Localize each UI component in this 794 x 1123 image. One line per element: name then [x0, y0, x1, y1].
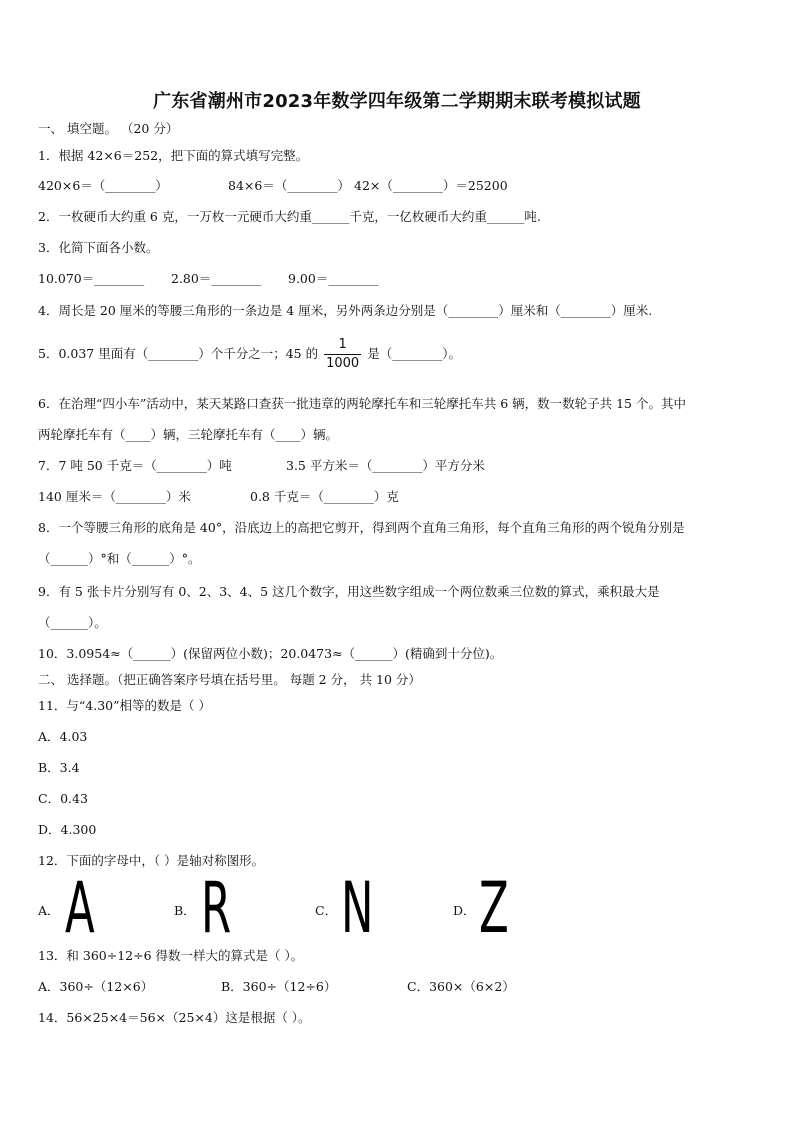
q12-label-a: A．	[38, 903, 60, 918]
q13-option-b: B．360÷（12÷6）	[221, 979, 337, 994]
q1-items	[38, 178, 758, 194]
q11-stem: 11．与“4.30”相等的数是（ ）	[38, 698, 211, 713]
q13-option-a: A．360÷（12×6）	[38, 979, 154, 994]
q12-stem: 12．下面的字母中，（ ）是轴对称图形。	[38, 853, 265, 868]
q14-stem: 14．56×25×4＝56×（25×4）这是根据（ ）。	[38, 1010, 311, 1025]
fraction-numerator: 1	[338, 337, 347, 352]
q8-line1: 8．一个等腰三角形的底角是 40°，沿底边上的高把它剪开，得到两个直角三角形，每个直角三角形的两个锐角分别是	[38, 520, 685, 535]
q5-after: 是（________）。	[367, 346, 461, 361]
q12-label-d: D．	[453, 903, 476, 918]
q7-item-2: 3.5 平方米＝（________）平方分米	[286, 458, 485, 473]
letter-r-figure: R	[201, 867, 232, 949]
q7-item-4: 0.8 千克＝（________）克	[250, 489, 399, 504]
q3-stem: 3．化简下面各小数。	[38, 240, 159, 255]
q11-option-b: B．3.4	[38, 760, 80, 775]
q11-option-d: D．4.300	[38, 822, 97, 837]
section2-header: 二、 选择题。（把正确答案序号填在括号里。 每题 2 分， 共 10 分）	[38, 672, 421, 687]
q3-item-2: 2.80＝________	[171, 271, 262, 286]
q9-line2: （______）。	[38, 615, 107, 630]
q6-line2: 两轮摩托车有（____）辆，三轮摩托车有（____）辆。	[38, 427, 339, 442]
q3-item-1: 10.070＝________	[38, 271, 145, 286]
q3-items	[38, 271, 758, 287]
q7-item-1: 7．7 吨 50 千克＝（________）吨	[38, 458, 232, 473]
q12-label-b: B．	[174, 903, 196, 918]
q13-options	[38, 979, 758, 995]
letter-a-figure: A	[65, 867, 95, 949]
q7-row1	[38, 458, 758, 474]
q2-stem: 2．一枚硬币大约重 6 克，一万枚一元硬币大约重______千克，一亿枚硬币大约重______吨.	[38, 209, 541, 224]
q6-line1: 6．在治理“四小车”活动中，某天某路口查获一批违章的两轮摩托车和三轮摩托车共 6 辆，数一数轮子共 15 个。其中	[38, 396, 686, 411]
fraction	[324, 336, 361, 373]
q7-item-3: 140 厘米＝（________）米	[38, 489, 191, 504]
q1-stem: 1．根据 42×6＝252，把下面的算式填写完整。	[38, 148, 309, 163]
q1-item-2: 84×6＝（________）	[228, 178, 350, 193]
q3-item-3: 9.00＝________	[288, 271, 379, 286]
q5-before: 5．0.037 里面有（________）个千分之一；45 的	[38, 346, 319, 361]
q13-stem: 13．和 360÷12÷6 得数一样大的算式是（ ）。	[38, 948, 304, 963]
page-title: 广东省潮州市2023年数学四年级第二学期期末联考模拟试题	[153, 91, 641, 112]
q5-line	[38, 336, 461, 373]
section1-header: 一、 填空题。 （20 分）	[38, 121, 179, 136]
q1-item-3: 42×（________）＝25200	[354, 178, 508, 193]
q7-row2	[38, 489, 758, 505]
letter-n-figure: N	[341, 867, 374, 949]
q9-line1: 9．有 5 张卡片分别写有 0、2、3、4、5 这几个数字，用这些数字组成一个两位数乘三位数的算式，乘积最大是	[38, 584, 660, 599]
fraction-denominator: 1000	[326, 356, 360, 371]
q8-line2: （______）°和（______）°。	[38, 551, 201, 566]
letter-z-figure: Z	[479, 867, 509, 949]
q1-item-1: 420×6＝（________）	[38, 178, 168, 193]
q10-stem: 10．3.0954≈（______）(保留两位小数)；20.0473≈（______）(精确到十分位)。	[38, 646, 503, 661]
q11-option-c: C．0.43	[38, 791, 88, 806]
q11-option-a: A．4.03	[38, 729, 88, 744]
q4-stem: 4．周长是 20 厘米的等腰三角形的一条边是 4 厘米，另外两条边分别是（________）厘米和（________）厘米.	[38, 303, 653, 318]
q13-option-c: C．360×（6×2）	[407, 979, 515, 994]
q12-label-c: C．	[315, 903, 338, 918]
